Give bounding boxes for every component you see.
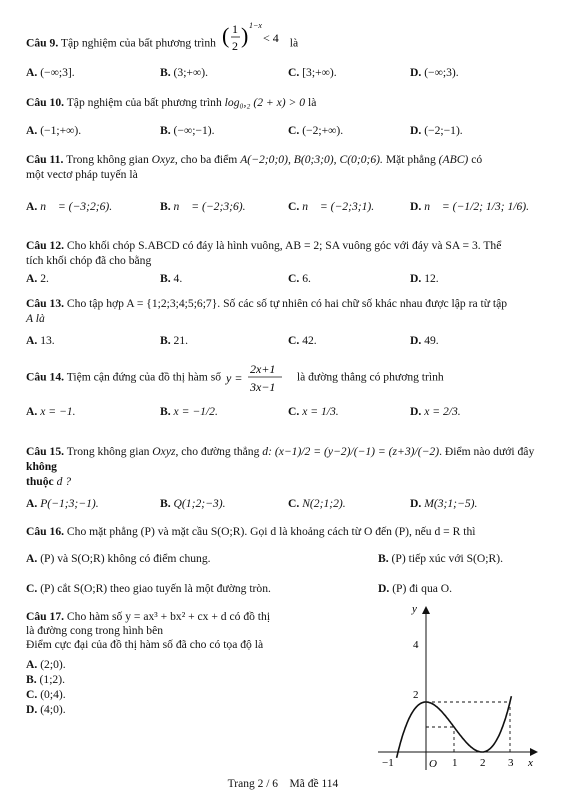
- option-a[interactable]: A. (2;0).: [26, 658, 66, 671]
- option-c[interactable]: C. (0;4).: [26, 688, 66, 701]
- x-axis-label: x: [528, 757, 533, 769]
- option-c[interactable]: C. x = 1/3.: [288, 405, 339, 418]
- q9-options: [26, 66, 542, 82]
- question-14: Câu 14. Tiệm cận đứng của đồ thị hàm số y = 2x+1 3x−1 là đường thẳng có phương trình: [26, 362, 444, 394]
- question-number: Câu 9.: [26, 36, 59, 50]
- question-16: Câu 16. Cho mặt phẳng (P) và mặt cầu S(O;R). Gọi d là khoảng cách từ O đến (P), nếu d = R thì: [26, 525, 476, 538]
- option-a[interactable]: A. x = −1.: [26, 405, 76, 418]
- option-d[interactable]: D. (P) đi qua O.: [378, 582, 453, 595]
- svg-text:(: (: [221, 23, 230, 48]
- option-d[interactable]: D. (4;0).: [26, 703, 66, 716]
- option-d[interactable]: D. x = 2/3.: [410, 405, 461, 418]
- q15-expression: d: (x−1)/2 = (y−2)/(−1) = (z+3)/(−2): [262, 445, 440, 458]
- svg-text:1: 1: [231, 22, 238, 36]
- svg-text:1−x: 1−x: [248, 21, 262, 30]
- q16-options-row2: [26, 582, 542, 598]
- question-9: Câu 9. Tập nghiệm của bất phương trình ( 1 2 ) 1−x < 4 là: [26, 30, 542, 58]
- option-d[interactable]: D. (−∞;3).: [410, 66, 459, 79]
- option-a[interactable]: A. 13.: [26, 334, 55, 347]
- svg-text:y =: y =: [225, 371, 243, 385]
- option-a[interactable]: A. 2.: [26, 272, 49, 285]
- x-tick-label: −1: [382, 757, 394, 769]
- option-b[interactable]: B. 4.: [160, 272, 183, 285]
- option-c[interactable]: C. N(2;1;2).: [288, 497, 346, 510]
- option-b[interactable]: B. (3;+∞).: [160, 66, 208, 79]
- option-b[interactable]: B. (−∞;−1).: [160, 124, 215, 137]
- question-11: Câu 11. Trong không gian Oxyz, cho ba điểm A(−2;0;0), B(0;3;0), C(0;0;6). Mặt phẳng (ABC) có một vectơ pháp tuyến là: [26, 153, 483, 181]
- page-footer: Trang 2 / 6 Mã đề 114: [227, 778, 339, 790]
- option-a[interactable]: A. n⃗ = (−3;2;6).: [26, 200, 113, 213]
- option-d[interactable]: D. (−2;−1).: [410, 124, 463, 137]
- function-curve: [397, 696, 512, 758]
- svg-text:): ): [240, 23, 249, 48]
- option-d[interactable]: D. 49.: [410, 334, 439, 347]
- option-c[interactable]: C. (P) cắt S(O;R) theo giao tuyến là một đường tròn.: [26, 582, 271, 595]
- q11-options: [26, 200, 542, 216]
- x-tick-label: 2: [480, 757, 486, 769]
- option-c[interactable]: C. 42.: [288, 334, 317, 347]
- y-tick-label: 4: [413, 639, 419, 651]
- y-tick-label: 2: [413, 689, 419, 701]
- svg-text:2: 2: [231, 39, 238, 53]
- svg-text:< 4: < 4: [262, 31, 279, 45]
- q12-options: [26, 272, 542, 288]
- question-12: Câu 12. Cho khối chóp S.ABCD có đáy là hình vuông, AB = 2; SA vuông góc với đáy và SA = 3. Thể tích khối chóp đã cho bằng: [26, 239, 502, 267]
- q10-options: [26, 124, 542, 140]
- origin-label: O: [429, 758, 437, 770]
- question-15: Câu 15. Trong không gian Oxyz, cho đường thẳng d: (x−1)/2 = (y−2)/(−1) = (z+3)/(−2). Điểm nào dưới đây không thuộc d ?: [26, 445, 535, 488]
- option-c[interactable]: C. [3;+∞).: [288, 66, 337, 79]
- y-axis-label: y: [412, 603, 417, 615]
- option-d[interactable]: D. 12.: [410, 272, 439, 285]
- q10-expression: log₀,₂ (2 + x) > 0: [224, 96, 306, 109]
- svg-text:2x+1: 2x+1: [249, 362, 276, 376]
- q9-expression: [219, 18, 287, 58]
- option-b[interactable]: B. 21.: [160, 334, 189, 347]
- x-tick-label: 1: [452, 757, 458, 769]
- option-b[interactable]: B. (1;2).: [26, 673, 65, 686]
- option-c[interactable]: C. (−2;+∞).: [288, 124, 344, 137]
- q15-options: [26, 497, 542, 513]
- cubic-graph: [372, 600, 542, 775]
- option-a[interactable]: A. (P) và S(O;R) không có điểm chung.: [26, 552, 211, 565]
- q17-options: [26, 657, 66, 717]
- option-b[interactable]: B. Q(1;2;−3).: [160, 497, 226, 510]
- option-b[interactable]: B. (P) tiếp xúc với S(O;R).: [378, 552, 503, 565]
- option-c[interactable]: C. 6.: [288, 272, 311, 285]
- option-a[interactable]: A. (−1;+∞).: [26, 124, 82, 137]
- option-d[interactable]: D. M(3;1;−5).: [410, 497, 478, 510]
- option-d[interactable]: D. n⃗ = (−1/2; 1/3; 1/6).: [410, 200, 530, 213]
- option-b[interactable]: B. x = −1/2.: [160, 405, 218, 418]
- option-c[interactable]: C. n⃗ = (−2;3;1).: [288, 200, 375, 213]
- q13-options: [26, 334, 542, 350]
- option-a[interactable]: A. (−∞;3].: [26, 66, 75, 79]
- x-tick-label: 3: [508, 757, 514, 769]
- question-17: Câu 17. Cho hàm số y = ax³ + bx² + cx + d có đồ thị là đường cong trong hình bên Điểm cực đại của đồ thị hàm số đã cho có tọa độ là: [26, 610, 271, 651]
- q14-expression: [224, 360, 294, 396]
- question-13: Câu 13. Cho tập hợp A = {1;2;3;4;5;6;7}. Số các số tự nhiên có hai chữ số khác nhau được lập ra từ tập A là: [26, 297, 508, 325]
- q16-options-row1: [26, 552, 542, 568]
- question-10: Câu 10. Tập nghiệm của bất phương trình log₀,₂ (2 + x) > 0 là: [26, 96, 317, 109]
- option-b[interactable]: B. n⃗ = (−2;3;6).: [160, 200, 246, 213]
- q14-options: [26, 405, 542, 421]
- svg-text:3x−1: 3x−1: [249, 380, 276, 394]
- option-a[interactable]: A. P(−1;3;−1).: [26, 497, 99, 510]
